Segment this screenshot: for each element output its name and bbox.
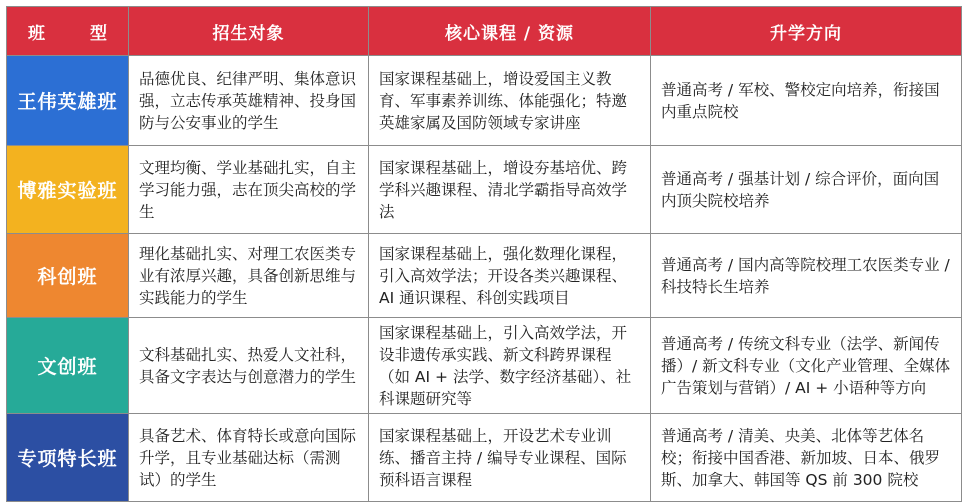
target-students-cell: 具备艺术、体育特长或意向国际升学，且专业基础达标（需测试）的学生 [129, 414, 369, 502]
table-row [7, 318, 962, 414]
header-target-students: 招生对象 [129, 7, 369, 56]
target-students-cell: 文科基础扎实、热爱人文社科，具备文字表达与创意潜力的学生 [129, 318, 369, 414]
header-direction: 升学方向 [651, 7, 962, 56]
header-row [7, 7, 962, 56]
core-courses-cell: 国家课程基础上，增设夯基培优、跨学科兴趣课程、清北学霸指导高效学法 [369, 146, 651, 234]
direction-cell: 普通高考 / 军校、警校定向培养，衔接国内重点院校 [651, 56, 962, 146]
target-students-cell: 理化基础扎实、对理工农医类专业有浓厚兴趣，具备创新思维与实践能力的学生 [129, 234, 369, 318]
class-name-cell: 专项特长班 [7, 414, 129, 502]
table-row [7, 414, 962, 502]
direction-cell: 普通高考 / 传统文科专业（法学、新闻传播）/ 新文科专业（文化产业管理、全媒体广告策划与营销）/ AI + 小语种等方向 [651, 318, 962, 414]
header-core-courses: 核心课程 / 资源 [369, 7, 651, 56]
core-courses-cell: 国家课程基础上，增设爱国主义教育、军事素养训练、体能强化；特邀英雄家属及国防领域专家讲座 [369, 56, 651, 146]
table-row [7, 146, 962, 234]
target-students-cell: 品德优良、纪律严明、集体意识强，立志传承英雄精神、投身国防与公安事业的学生 [129, 56, 369, 146]
header-class-type: 班 型 [7, 7, 129, 56]
class-name-cell: 文创班 [7, 318, 129, 414]
class-name-cell: 博雅实验班 [7, 146, 129, 234]
class-name-cell: 科创班 [7, 234, 129, 318]
direction-cell: 普通高考 / 国内高等院校理工农医类专业 / 科技特长生培养 [651, 234, 962, 318]
class-name-cell: 王伟英雄班 [7, 56, 129, 146]
table-row [7, 56, 962, 146]
core-courses-cell: 国家课程基础上，开设艺术专业训练、播音主持 / 编导专业课程、国际预科语言课程 [369, 414, 651, 502]
table-row [7, 234, 962, 318]
target-students-cell: 文理均衡、学业基础扎实，自主学习能力强，志在顶尖高校的学生 [129, 146, 369, 234]
core-courses-cell: 国家课程基础上，强化数理化课程，引入高效学法；开设各类兴趣课程、AI 通识课程、科创实践项目 [369, 234, 651, 318]
core-courses-cell: 国家课程基础上，引入高效学法，开设非遗传承实践、新文科跨界课程（如 AI + 法学、数字经济基础）、社科课题研究等 [369, 318, 651, 414]
direction-cell: 普通高考 / 清美、央美、北体等艺体名校；衔接中国香港、新加坡、日本、俄罗斯、加拿大、韩国等 QS 前 300 院校 [651, 414, 962, 502]
direction-cell: 普通高考 / 强基计划 / 综合评价，面向国内顶尖院校培养 [651, 146, 962, 234]
class-types-table [6, 6, 962, 502]
